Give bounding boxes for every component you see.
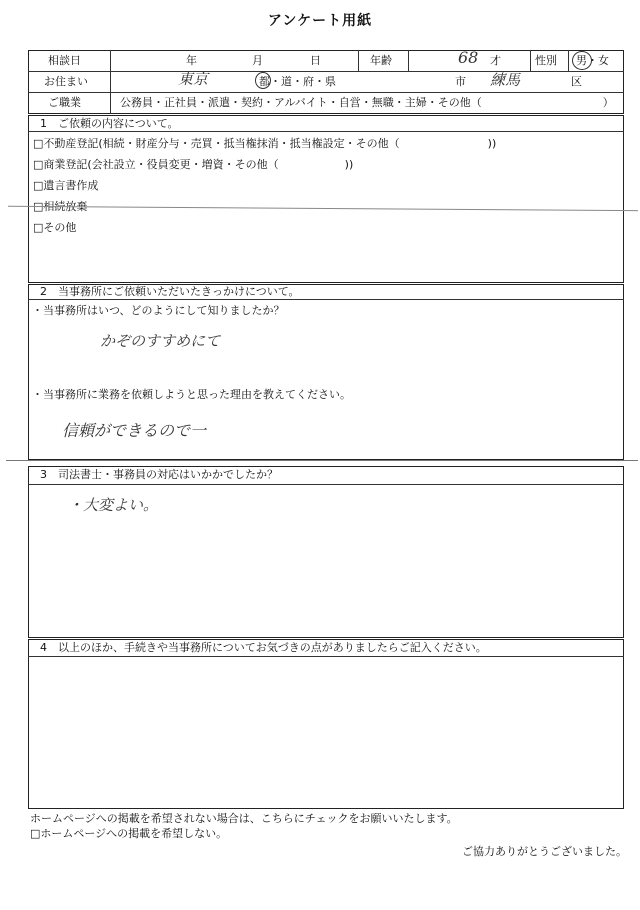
age-value-handwritten: 68	[458, 48, 479, 67]
section1-option: □不動産登記(相続・財産分与・売買・抵当権抹消・抵当権設定・その他（ ))	[33, 137, 497, 150]
job-label: ご職業	[48, 96, 81, 109]
section2-question1: ・当事務所はいつ、どのようにして知りましたか？	[32, 304, 285, 317]
address-suffix: 都・道・府・県	[259, 75, 336, 88]
day-label: 日	[310, 54, 321, 67]
scan-artifact-line	[6, 460, 638, 461]
thanks-message: ご協力ありがとうございました。	[462, 845, 627, 858]
gender-label: 性別	[535, 54, 557, 67]
gender-options: 男・女	[576, 54, 609, 67]
ward-label: 区	[571, 75, 582, 88]
age-label: 年齢	[370, 54, 392, 67]
section3-answer-handwritten: ・大変よい。	[68, 496, 159, 514]
ward-handwritten: 練馬	[490, 71, 521, 89]
section1-option: □その他	[33, 221, 77, 234]
section1-heading: 1 ご依頼の内容について。	[40, 117, 179, 130]
footer-note: ホームページへの掲載を希望されない場合は、こちらにチェックをお願いいたします。	[30, 812, 458, 825]
section2-heading: 2 当事務所にご依頼いただいたきっかけについて。	[40, 285, 300, 298]
form-title: アンケート用紙	[267, 13, 373, 29]
section1-option: □相続放棄	[33, 200, 88, 213]
address-label: お住まい	[44, 75, 88, 88]
month-label: 月	[252, 54, 263, 67]
address-prefecture-handwritten: 東京	[178, 70, 209, 88]
section1-option: □商業登記(会社設立・役員変更・増資・その他（ ))	[33, 158, 354, 171]
section2-answer2-handwritten: 信頼ができるので一	[62, 421, 207, 440]
job-options: 公務員・正社員・派遣・契約・アルバイト・自営・無職・主婦・その他（ ）	[120, 96, 614, 109]
age-unit: 才	[490, 54, 501, 67]
section3-heading: 3 司法書士・事務員の対応はいかかでしたか？	[40, 468, 278, 481]
section1-option: □遺言書作成	[33, 179, 99, 192]
section2-question2: ・当事務所に業務を依頼しようと思った理由を教えてください。	[32, 388, 351, 401]
no-publish-checkbox[interactable]: □ホームページへの掲載を希望しない。	[30, 827, 228, 840]
section4-box	[28, 639, 624, 809]
year-label: 年	[186, 54, 197, 67]
section4-heading: 4 以上のほか、手続きや当事務所についてお気づきの点がありましたらご記入ください。	[40, 641, 487, 654]
section3-box	[28, 466, 624, 638]
section2-answer1-handwritten: かぞのすすめにて	[100, 332, 221, 350]
city-label: 市	[455, 75, 466, 88]
date-label: 相談日	[48, 54, 81, 67]
